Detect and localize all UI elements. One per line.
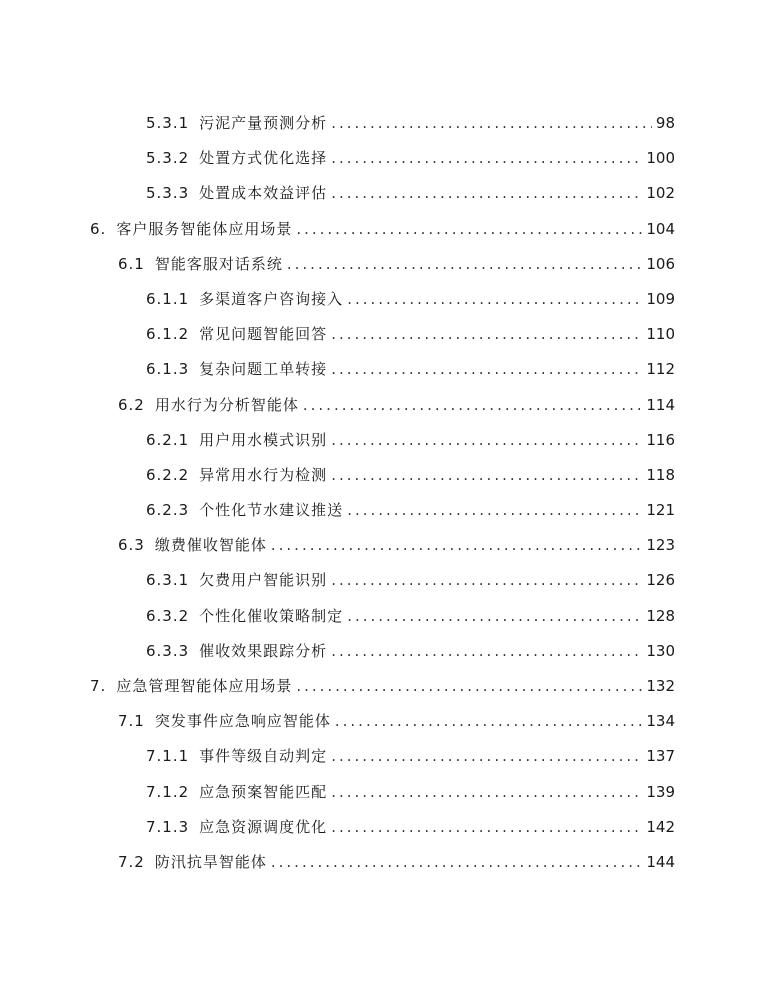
toc-number: 7.1.3 [146,817,190,836]
dot-leader [331,106,652,141]
toc-title: 异常用水行为检测 [199,465,328,484]
toc-number: 6. [90,219,107,238]
toc-entry[interactable] [0,704,765,739]
dot-leader [331,458,642,493]
toc-number: 6.1.1 [146,289,190,308]
dot-leader [287,247,642,282]
toc-page-number: 126 [646,571,675,590]
toc-entry[interactable] [0,669,765,704]
toc-page-number: 102 [646,184,675,203]
toc-page-number: 114 [646,395,675,414]
toc-entry[interactable] [0,282,765,317]
dot-leader [347,599,642,634]
toc-page-number: 98 [655,114,675,132]
toc-page-number: 106 [646,254,675,273]
toc-title: 用水行为分析智能体 [154,395,299,414]
toc-page-number: 144 [646,852,675,871]
toc-entry[interactable] [0,634,765,669]
toc-number: 5.3.1 [146,114,190,132]
toc-entry[interactable] [0,352,765,387]
toc-title: 处置成本效益评估 [199,184,328,203]
toc-number: 5.3.2 [146,149,190,168]
table-of-contents [0,106,765,880]
toc-number: 6.2 [118,395,145,414]
toc-page-number: 116 [646,430,675,449]
toc-number: 6.1.3 [146,360,190,379]
toc-entry[interactable] [0,212,765,247]
toc-title: 处置方式优化选择 [199,149,328,168]
dot-leader [347,282,642,317]
toc-page-number: 100 [646,149,675,168]
toc-entry[interactable] [0,176,765,211]
dot-leader [331,810,642,845]
toc-entry[interactable] [0,810,765,845]
dot-leader [335,704,642,739]
toc-number: 6.3 [118,536,145,555]
toc-entry[interactable] [0,775,765,810]
toc-page-number: 123 [646,536,675,555]
toc-number: 6.2.2 [146,465,190,484]
dot-leader [331,775,642,810]
toc-page-number: 112 [646,360,675,379]
toc-number: 7.1 [118,712,145,731]
dot-leader [331,739,642,774]
toc-title: 客户服务智能体应用场景 [116,219,293,238]
dot-leader [331,423,642,458]
toc-entry[interactable] [0,599,765,634]
dot-leader [271,528,642,563]
toc-title: 智能客服对话系统 [154,254,283,273]
toc-page-number: 134 [646,712,675,731]
toc-entry[interactable] [0,247,765,282]
dot-leader [331,141,642,176]
toc-page-number: 110 [646,325,675,344]
toc-number: 7.2 [118,852,145,871]
toc-title: 污泥产量预测分析 [199,114,328,132]
toc-title: 事件等级自动判定 [199,747,328,766]
dot-leader [347,493,642,528]
toc-page-number: 118 [646,465,675,484]
dot-leader [331,352,642,387]
toc-entry[interactable] [0,141,765,176]
dot-leader [331,317,642,352]
toc-title: 催收效果跟踪分析 [199,641,328,660]
toc-entry[interactable] [0,739,765,774]
toc-number: 6.1.2 [146,325,190,344]
toc-entry[interactable] [0,563,765,598]
toc-page-number: 130 [646,641,675,660]
toc-entry[interactable] [0,423,765,458]
toc-page-number: 137 [646,747,675,766]
toc-title: 用户用水模式识别 [199,430,328,449]
toc-page-number: 121 [646,501,675,520]
toc-title: 欠费用户智能识别 [199,571,328,590]
dot-leader [296,669,642,704]
toc-entry[interactable] [0,317,765,352]
toc-title: 常见问题智能回答 [199,325,328,344]
toc-title: 防汛抗旱智能体 [154,852,267,871]
toc-number: 7.1.2 [146,782,190,801]
dot-leader [331,563,642,598]
toc-number: 6.3.2 [146,606,190,625]
toc-number: 6.2.3 [146,501,190,520]
toc-title: 应急管理智能体应用场景 [116,677,293,695]
toc-number: 6.3.1 [146,571,190,590]
toc-title: 个性化节水建议推送 [199,501,344,520]
toc-title: 突发事件应急响应智能体 [154,712,331,731]
toc-page-number: 109 [646,289,675,308]
toc-page-number: 104 [646,219,675,238]
dot-leader [296,212,642,247]
toc-number: 7. [90,677,107,695]
toc-entry[interactable] [0,528,765,563]
toc-page-number: 142 [646,817,675,836]
toc-number: 6.3.3 [146,641,190,660]
toc-title: 复杂问题工单转接 [199,360,328,379]
toc-page-number: 128 [646,606,675,625]
toc-entry[interactable] [0,845,765,880]
toc-title: 多渠道客户咨询接入 [199,289,344,308]
toc-number: 7.1.1 [146,747,190,766]
toc-number: 6.2.1 [146,430,190,449]
toc-entry[interactable] [0,388,765,423]
toc-number: 5.3.3 [146,184,190,203]
dot-leader [271,845,642,880]
dot-leader [331,176,642,211]
toc-title: 应急预案智能匹配 [199,782,328,801]
toc-page-number: 132 [646,677,675,695]
toc-number: 6.1 [118,254,145,273]
toc-title: 缴费催收智能体 [154,536,267,555]
toc-title: 个性化催收策略制定 [199,606,344,625]
toc-title: 应急资源调度优化 [199,817,328,836]
dot-leader [331,634,642,669]
toc-entry[interactable] [0,458,765,493]
toc-entry[interactable] [0,106,765,141]
dot-leader [303,388,642,423]
toc-page-number: 139 [646,782,675,801]
toc-entry[interactable] [0,493,765,528]
